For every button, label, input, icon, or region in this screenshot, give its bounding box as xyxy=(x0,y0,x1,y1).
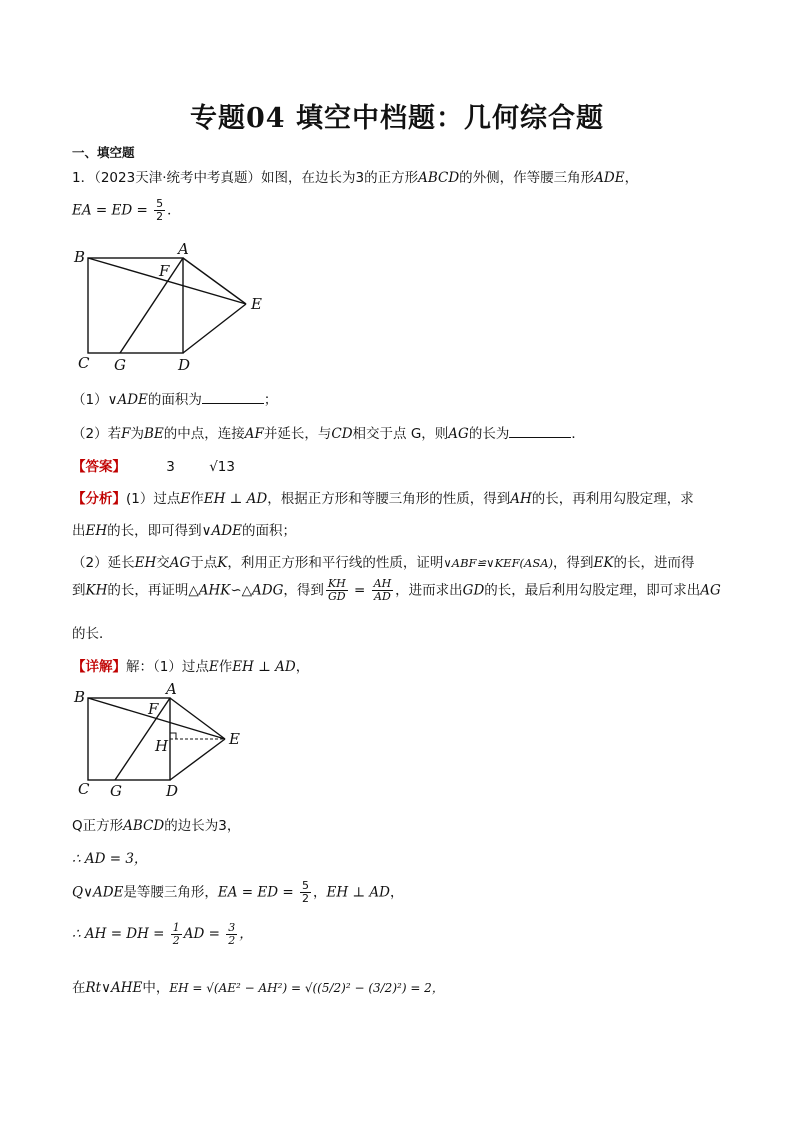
text: ，根据正方形和等腰三角形的性质，得到 xyxy=(267,491,511,507)
symbol: E xyxy=(180,491,191,507)
denominator: GD xyxy=(328,590,346,603)
text: （2）延长 xyxy=(72,555,135,571)
denominator: 2 xyxy=(228,934,236,947)
answer-value-2: √13 xyxy=(209,459,235,475)
equation: AD = xyxy=(183,926,225,942)
detail-label: 【详解】 xyxy=(72,659,126,675)
symbol: ∨ADE xyxy=(201,523,242,539)
symbol: AH xyxy=(510,491,532,507)
text: 的长，再证明 xyxy=(107,582,189,599)
analysis-line-1 xyxy=(72,487,694,507)
text: 于点 xyxy=(190,555,218,571)
text: ，利用正方形和平行线的性质，证明 xyxy=(227,555,444,571)
text: 作 xyxy=(190,491,204,507)
text: ， xyxy=(226,818,241,834)
text: ， xyxy=(312,884,327,901)
label-a: A xyxy=(178,240,189,258)
sub-index: （1） xyxy=(72,392,108,408)
symbol: ∨ABF≌∨KEF(ASA) xyxy=(443,556,554,570)
numerator: KH xyxy=(327,577,346,590)
stem-text: 的正方形 xyxy=(364,170,419,186)
symbol: EH ⊥ AD xyxy=(203,491,268,507)
sub-question-1 xyxy=(72,388,277,408)
symbol: AG xyxy=(448,426,469,442)
label-g: G xyxy=(114,356,126,374)
answer-label: 【答案】 xyxy=(72,459,126,475)
detail-step-1 xyxy=(72,814,240,834)
fraction xyxy=(326,578,348,603)
label-h: H xyxy=(155,737,169,755)
detail-line-1 xyxy=(72,655,309,675)
text: 中， xyxy=(142,980,170,996)
text: 的长，再利用勾股定理，求 xyxy=(531,491,694,507)
symbol: GD xyxy=(462,582,485,599)
detail-step-5 xyxy=(72,976,444,996)
denominator: AD xyxy=(374,590,391,603)
fraction xyxy=(154,198,165,223)
text: 的长，进而得 xyxy=(613,555,695,571)
symbol: EH xyxy=(134,555,157,571)
symbol: AG xyxy=(700,582,721,599)
segment-de xyxy=(170,739,225,780)
answer-row xyxy=(72,455,235,475)
text: 是等腰三角形， xyxy=(123,884,218,901)
symbol: EK xyxy=(593,555,614,571)
text: Q正方形 xyxy=(72,818,124,834)
text: 相交于点 G，则 xyxy=(352,426,449,442)
period: ． xyxy=(167,202,181,219)
condition-equation: EA = ED = xyxy=(72,202,153,219)
symbol: K xyxy=(217,555,228,571)
label-d: D xyxy=(166,782,179,800)
text: （2）若 xyxy=(72,426,122,442)
numerator: AH xyxy=(373,577,392,590)
section-heading: 一、填空题 xyxy=(72,145,135,160)
text: 出 xyxy=(72,523,86,539)
symbol: KH xyxy=(85,582,108,599)
figure-2 xyxy=(70,680,270,805)
symbol: EH ⊥ AD xyxy=(232,659,296,675)
numerator: 5 xyxy=(156,197,164,210)
text: 的长，最后利用勾股定理，即可求出 xyxy=(484,582,701,599)
text: ． xyxy=(571,426,585,442)
answer-blank-1 xyxy=(202,391,264,404)
text: ， xyxy=(389,884,404,901)
numerator: 3 xyxy=(228,921,236,934)
text: 为 xyxy=(130,426,144,442)
text: (1）过点 xyxy=(126,491,181,507)
symbol: F xyxy=(121,426,131,442)
label-f: F xyxy=(148,700,159,718)
text: 解：（1）过点 xyxy=(126,659,209,675)
analysis-line-5: 的长． xyxy=(72,626,113,642)
fraction xyxy=(372,578,394,603)
symbol: ∨ADE xyxy=(107,392,148,408)
stem-symbol: ABCD xyxy=(418,170,460,186)
analysis-line-4 xyxy=(72,578,721,603)
label-e: E xyxy=(251,295,262,313)
symbol: EH xyxy=(85,523,108,539)
fraction xyxy=(171,922,182,947)
stem-text: 的外侧，作等腰三角形 xyxy=(459,170,595,186)
detail-step-2: ∴ AD = 3， xyxy=(72,851,148,867)
label-a: A xyxy=(166,680,177,698)
equation: √((5/2)² − (3/2)²) xyxy=(304,981,407,995)
text: ，得到 xyxy=(553,555,594,571)
analysis-line-2 xyxy=(72,519,296,539)
text: 交 xyxy=(156,555,170,571)
question-1-condition xyxy=(72,198,181,223)
answer-value-1: 3 xyxy=(166,459,175,475)
symbol: ABCD xyxy=(123,818,165,834)
text: ， xyxy=(295,659,310,675)
text: 的边长为 xyxy=(164,818,219,834)
symbol: Q∨ADE xyxy=(72,884,124,901)
segment-ae xyxy=(170,698,225,739)
numerator: 1 xyxy=(172,921,180,934)
page-title: 专题04 填空中档题：几何综合题 xyxy=(190,103,604,134)
text: 作 xyxy=(218,659,233,675)
right-angle-mark xyxy=(170,733,176,739)
equation: ∴ AH = DH = xyxy=(72,926,169,942)
symbol: AG xyxy=(169,555,191,571)
text: 的面积； xyxy=(241,523,296,539)
denominator: 2 xyxy=(156,210,164,223)
analysis-label: 【分析】 xyxy=(72,491,126,507)
text: 的长，即可得到 xyxy=(107,523,202,539)
segment-ag xyxy=(120,258,183,353)
label-g: G xyxy=(110,782,122,800)
label-e: E xyxy=(229,730,240,748)
stem-value: 3 xyxy=(355,170,365,186)
symbol: AF xyxy=(244,426,264,442)
symbol: CD xyxy=(331,426,353,442)
label-b: B xyxy=(74,688,86,706)
denominator: 2 xyxy=(301,892,309,905)
numerator: 5 xyxy=(301,879,309,892)
label-d: D xyxy=(178,356,191,374)
equation: EH = √(AE² − AH²) = xyxy=(169,981,305,995)
equation: EA = ED = xyxy=(217,884,298,901)
symbol: EH ⊥ AD xyxy=(326,884,390,901)
value: 3 xyxy=(218,818,227,834)
figure-1 xyxy=(70,240,280,375)
stem-symbol: ADE xyxy=(594,170,625,186)
segment-ae xyxy=(183,258,246,304)
text: 到 xyxy=(72,582,86,599)
stem-text: 1．（2023天津·统考中考真题）如图，在边长为 xyxy=(72,170,356,186)
question-1-stem xyxy=(72,166,638,186)
text: = xyxy=(349,582,370,599)
text: ， xyxy=(239,926,253,942)
label-f: F xyxy=(159,262,170,280)
text: ，进而求出 xyxy=(395,582,463,599)
text: 的长为 xyxy=(468,426,510,442)
symbol: E xyxy=(208,659,219,675)
symbol: △AHK∽△ADG xyxy=(188,582,284,599)
label-b: B xyxy=(74,248,86,266)
answer-blank-2 xyxy=(509,425,571,438)
text: ，得到 xyxy=(283,582,324,599)
label-c: C xyxy=(78,780,90,798)
segment-de xyxy=(183,304,246,353)
fraction xyxy=(300,880,311,905)
sub-question-2 xyxy=(72,422,585,442)
detail-step-3 xyxy=(72,880,403,905)
detail-step-4 xyxy=(72,922,253,947)
denominator: 2 xyxy=(172,934,180,947)
stem-text: ， xyxy=(624,170,639,186)
analysis-line-3 xyxy=(72,551,694,571)
fraction xyxy=(226,922,237,947)
text: 并延长，与 xyxy=(263,426,332,442)
equation: = 2， xyxy=(406,981,444,995)
symbol: BE xyxy=(143,426,164,442)
text: 在 xyxy=(72,980,86,996)
text: ； xyxy=(263,392,278,408)
text: 的中点，连接 xyxy=(163,426,245,442)
text: 的面积为 xyxy=(147,392,202,408)
symbol: Rt∨AHE xyxy=(85,980,143,996)
label-c: C xyxy=(78,354,90,372)
